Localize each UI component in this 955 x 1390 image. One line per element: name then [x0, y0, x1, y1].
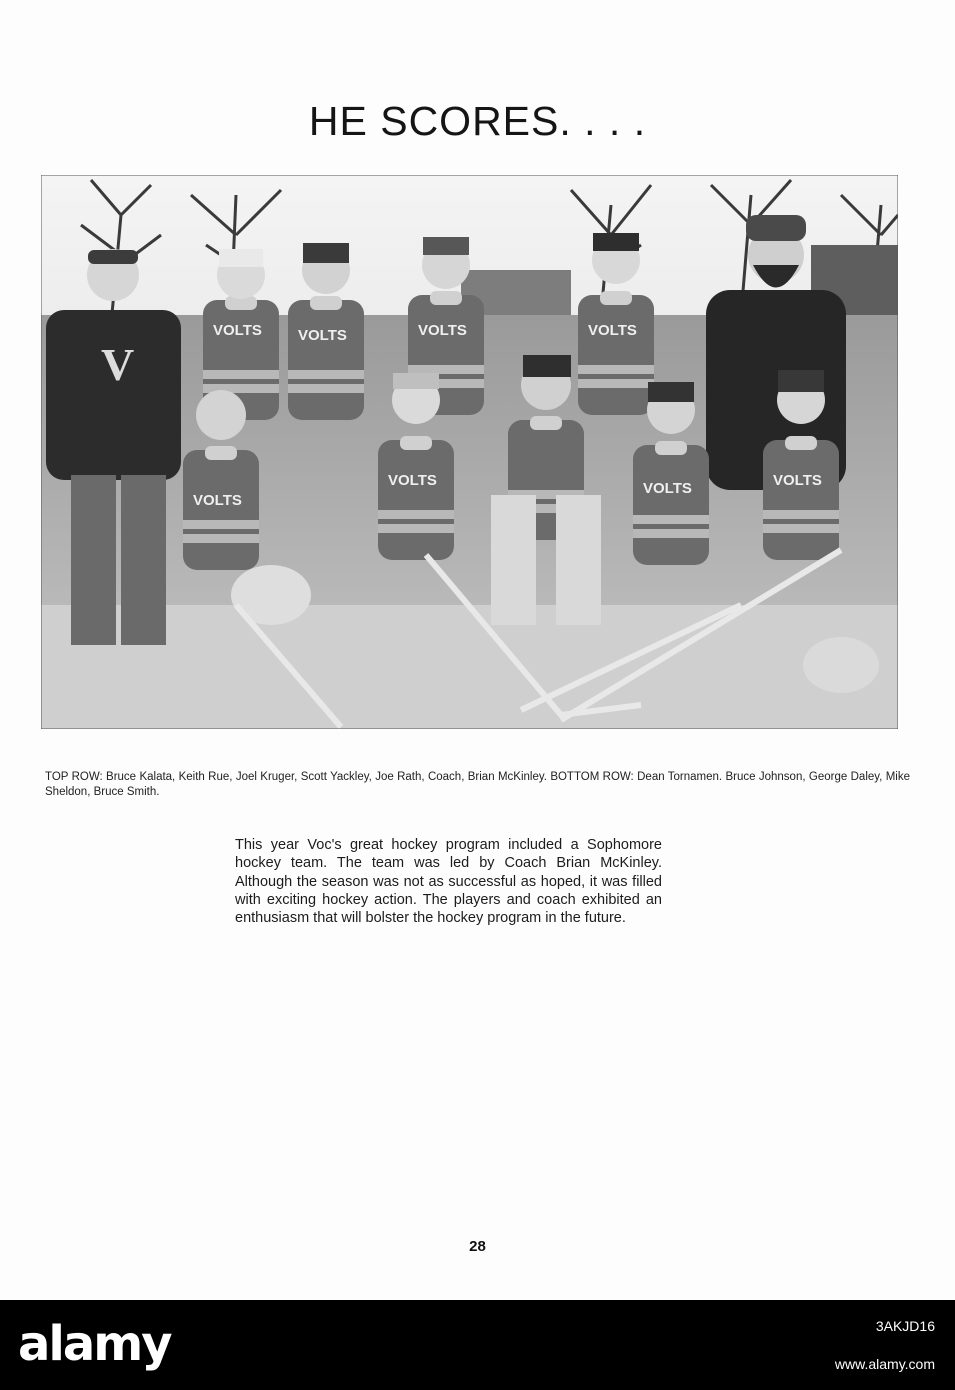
jersey-text: VOLTS	[588, 322, 637, 339]
jersey-text: VOLTS	[643, 480, 692, 497]
jersey-text: VOLTS	[213, 322, 262, 339]
stock-image-id: 3AKJD16	[875, 1318, 935, 1334]
jersey-text: VOLTS	[298, 327, 347, 344]
jersey-text: VOLTS	[193, 492, 242, 509]
page-number: 28	[469, 1238, 486, 1255]
watermark-banner	[0, 1300, 955, 1390]
letter-jacket-v: V	[101, 339, 135, 390]
jersey-text: VOLTS	[388, 472, 437, 489]
team-photo	[41, 175, 898, 729]
page-title: HE SCORES. . . .	[308, 98, 647, 144]
jersey-text: VOLTS	[773, 472, 822, 489]
article-text: This year Voc's great hockey program included a Sophomore hockey team. The team was led by Coach Brian McKinley. Although the season was not as successful as hoped, it was filled with exciting hockey action. The players and coach exhibited an enthusiasm that will bolster the hockey program in the future.	[235, 837, 662, 927]
jersey-text: VOLTS	[418, 322, 467, 339]
site-url: www.alamy.com	[834, 1356, 935, 1372]
alamy-logo: alamy	[18, 1316, 171, 1372]
photo-caption: TOP ROW: Bruce Kalata, Keith Rue, Joel Kruger, Scott Yackley, Joe Rath, Coach, Brian McKinley. BOTTOM ROW: Dean Tornamen. Bruce Johnson, George Daley, Mike Sheldon, Bruce Smith.	[45, 771, 910, 798]
